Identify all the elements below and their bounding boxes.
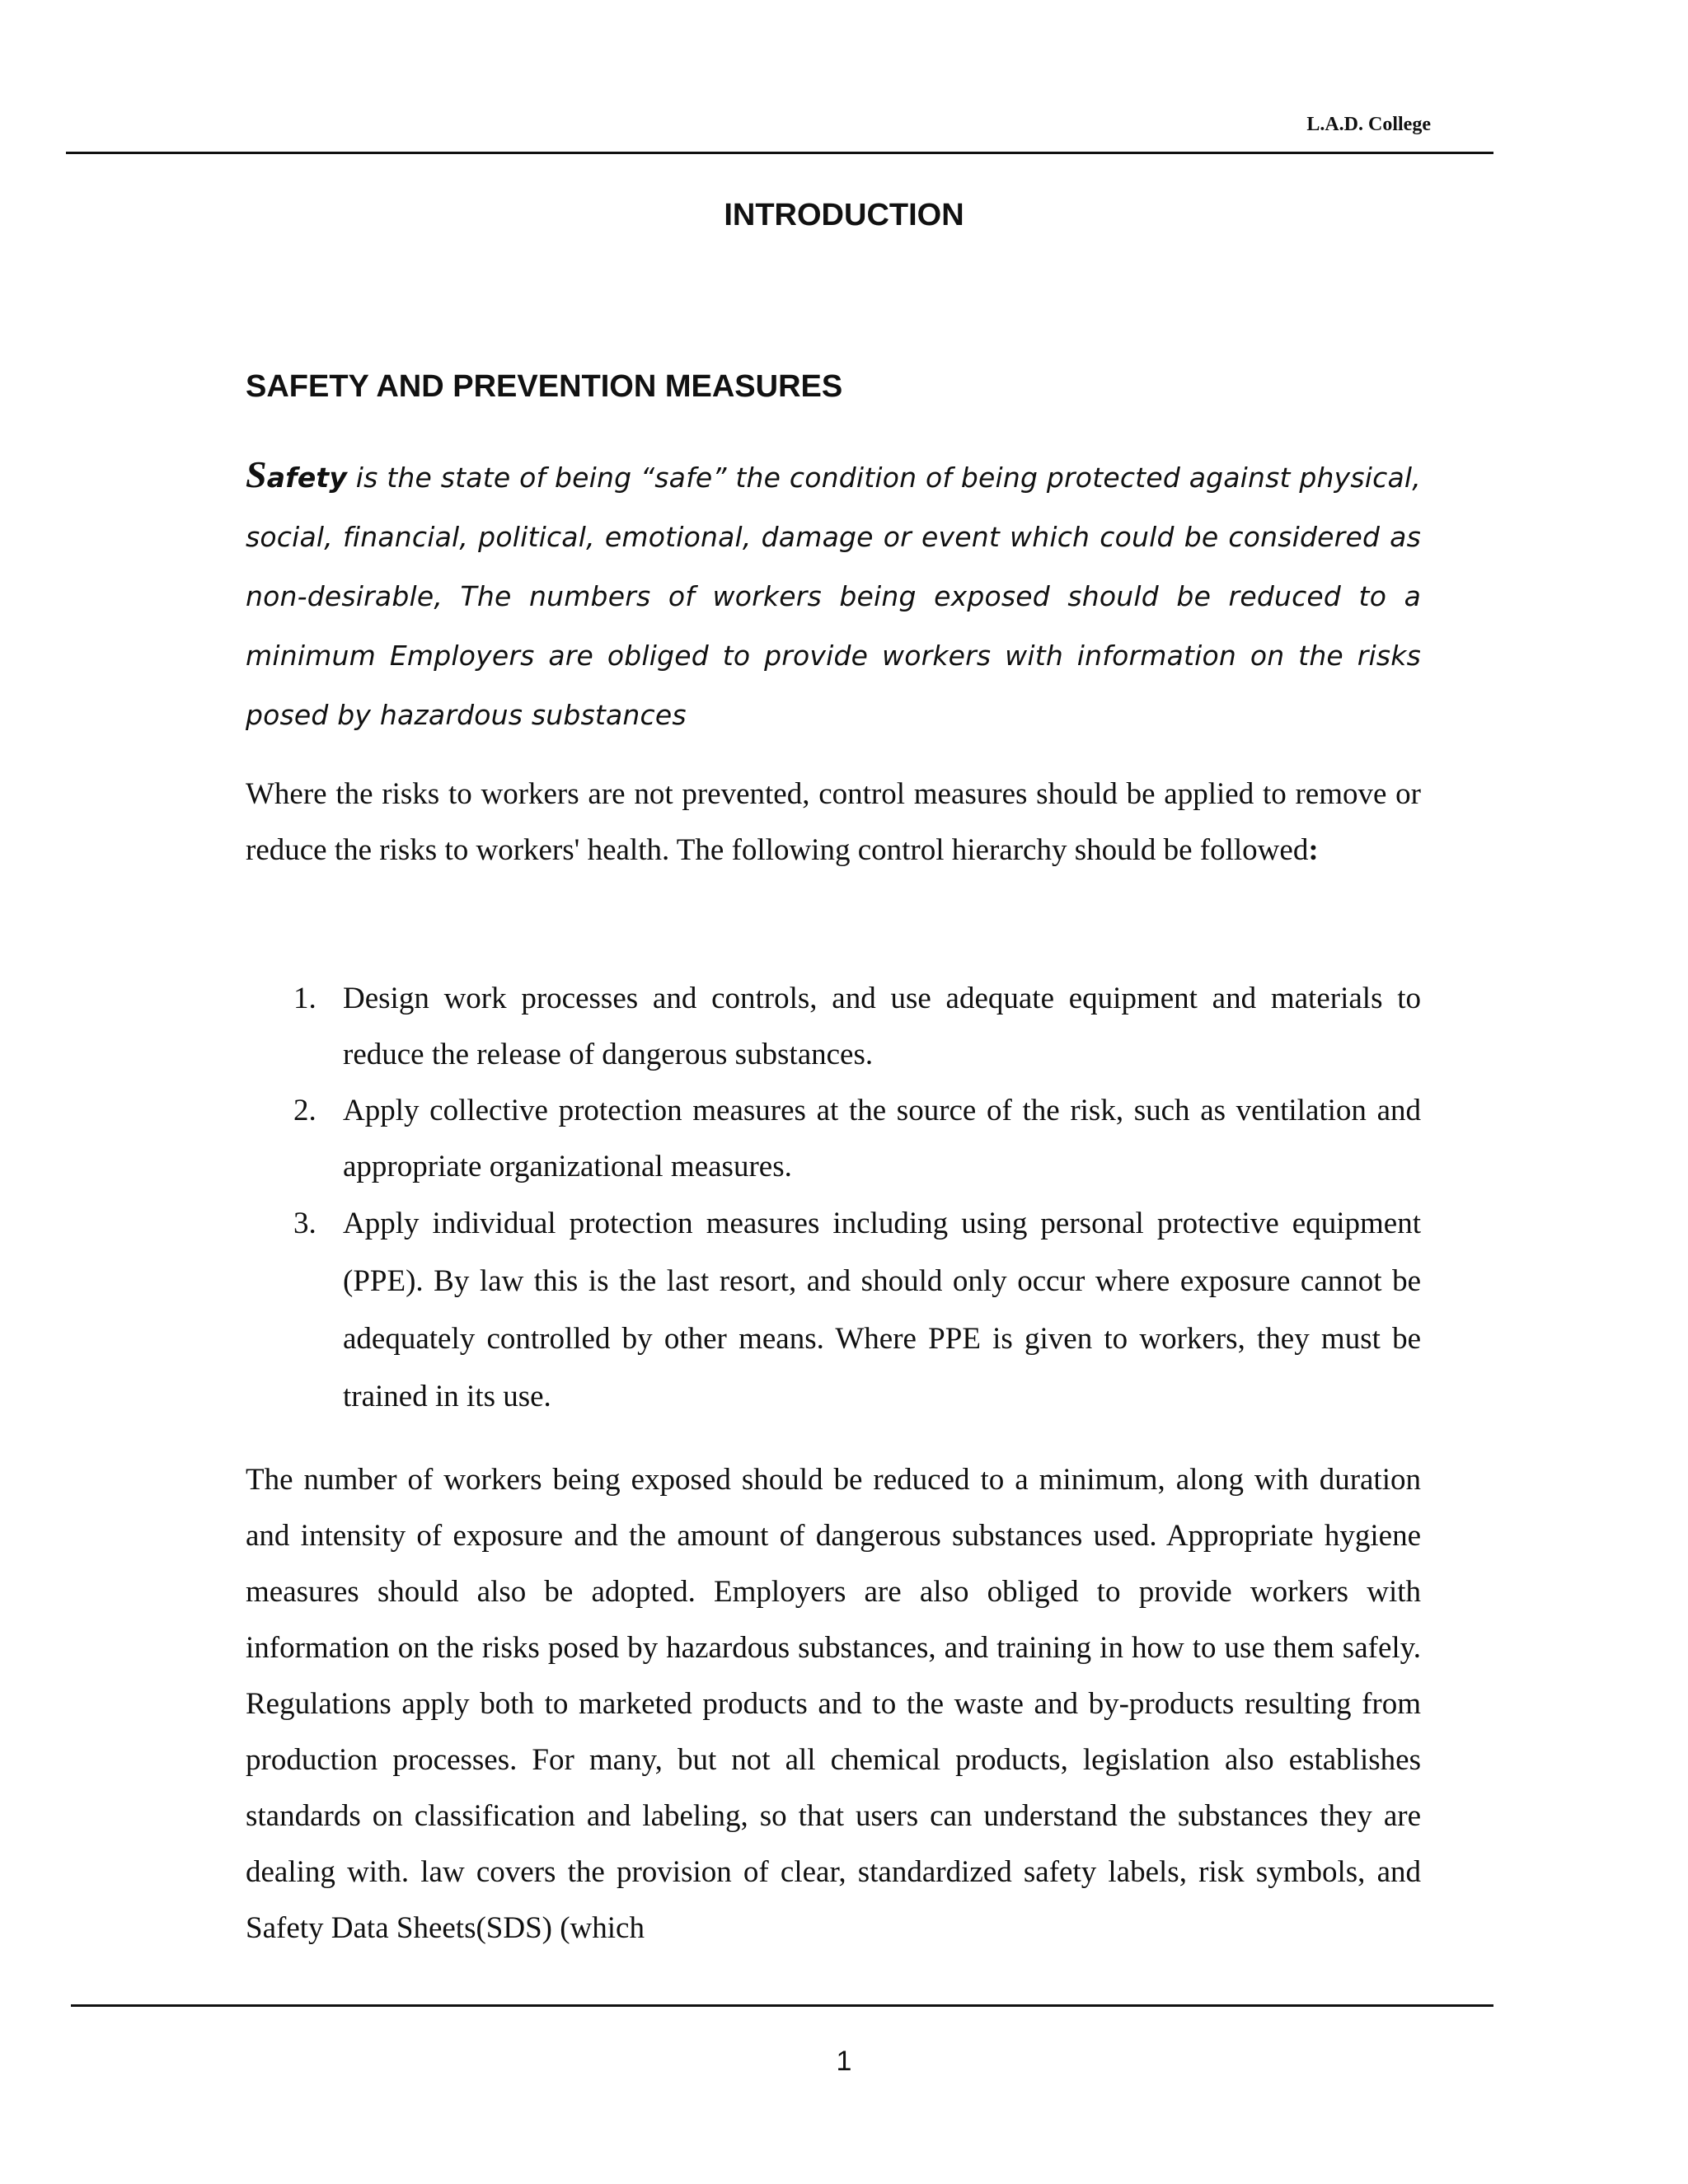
page-number: 1 [836, 2046, 852, 2077]
intro-drop-initial: S [246, 453, 267, 495]
paragraph-control-measures-colon: : [1308, 833, 1319, 867]
header-institution: L.A.D. College [1306, 114, 1431, 135]
list-item-text: Design work processes and controls, and use adequate equipment and materials to reduce the release of dangerous substances. [343, 982, 1421, 1071]
list-item-text: Apply individual protection measures including using personal protective equipment (PPE). By law this is the last resort, and should only occur where exposure cannot be adequately controlled by other means. Where PPE is given to workers, they must be trained in its use. [343, 1207, 1421, 1413]
list-item-text: Apply collective protection measures at the source of the risk, such as ventilation and appropriate organizational measures. [343, 1094, 1421, 1183]
control-hierarchy-list [246, 971, 1421, 1426]
paragraph-exposure: The number of workers being exposed should be reduced to a minimum, along with duration and intensity of exposure and the amount of dangerous substances used. Appropriate hygiene measures should also be adopted. Employers are also obliged to provide workers with information on the risks posed by hazardous substances, and training in how to use them safely. Regulations apply both to marketed products and to the waste and by-products resulting from production processes. For many, but not all chemical products, legislation also establishes standards on classification and labeling, so that users can understand the substances they are dealing with. law covers the provision of clear, standardized safety labels, risk symbols, and Safety Data Sheets(SDS) (which [246, 1463, 1421, 1945]
page-title-text: INTRODUCTION [724, 198, 964, 232]
list-item-number: 3. [293, 1207, 316, 1240]
list-item [246, 1083, 1421, 1195]
list-item-number: 2. [293, 1094, 316, 1127]
list-item-number: 1. [293, 982, 316, 1015]
section-heading: SAFETY AND PREVENTION MEASURES [246, 369, 843, 404]
paragraph-control-measures [246, 766, 1421, 879]
list-item [246, 1195, 1421, 1426]
footer-divider [71, 2004, 1493, 2007]
list-item [246, 971, 1421, 1083]
page-title [0, 198, 1688, 233]
intro-paragraph [246, 445, 1421, 745]
paragraph-control-measures-text: Where the risks to workers are not prevented, control measures should be applied to remove or reduce the risks to workers' health. The following control hierarchy should be followed [246, 777, 1421, 867]
intro-text: is the state of being “safe” the condition of being protected against physical, social, financial, political, emotional, damage or event which could be considered as non-desirable, The numbers of workers being exposed should be reduced to a minimum Employers are obliged to provide workers with information on the risks posed by hazardous substances [246, 462, 1421, 731]
header-divider [66, 152, 1493, 154]
intro-lead-word: afety [266, 462, 348, 494]
